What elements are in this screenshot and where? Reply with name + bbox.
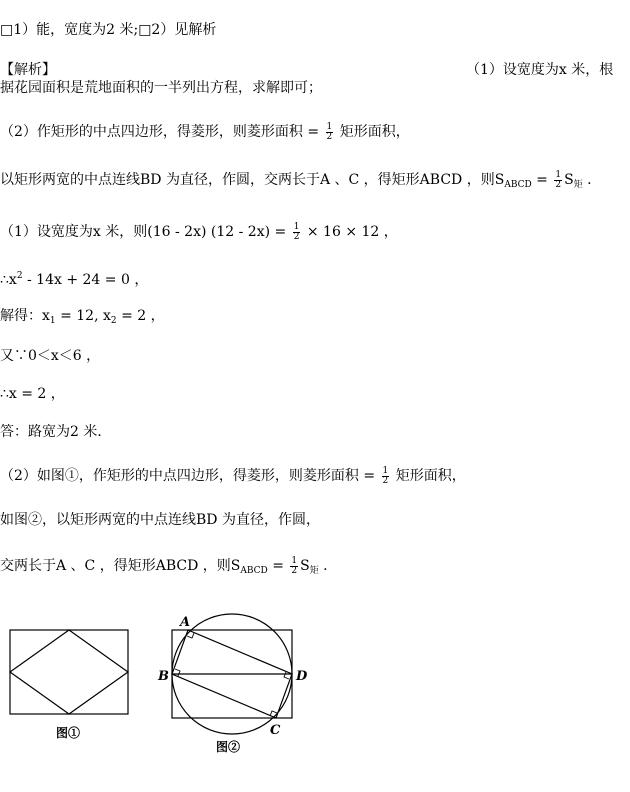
fig2-label-a: A <box>180 615 191 630</box>
solution-s9-sub: ABCD <box>240 566 268 576</box>
solution-line6: 答：路宽为2 米． <box>0 424 112 440</box>
analysis-line3 <box>0 122 410 142</box>
analysis-line4-eq: = <box>531 172 548 188</box>
solution-s3-mid: = 12, x <box>55 308 111 324</box>
answer-line: □1）能，宽度为2 米;□2）见解析 <box>0 22 217 38</box>
solution-line5: ∴x = 2 ， <box>0 386 65 402</box>
analysis-line4-pre: 以矩形两宽的中点连线BD 为直径，作圆，交两长于A 、C ，得矩形ABCD ，则S <box>0 172 505 188</box>
analysis-line2: 据花园面积是荒地面积的一半列出方程，求解即可； <box>0 80 322 96</box>
analysis-right-text: （1）设宽度为x 米，根 <box>466 62 614 78</box>
solution-line1 <box>0 222 398 242</box>
half-fraction: $\frac{1}{2}$ <box>293 221 300 242</box>
solution-line2 <box>0 266 148 290</box>
solution-line8: 如图②，以矩形两宽的中点连线BD 为直径，作圆， <box>0 512 320 528</box>
analysis-line4-sub: ABCD <box>504 180 532 190</box>
half-fraction: $\frac{1}{2}$ <box>291 555 298 576</box>
solution-s3-sub1: 1 <box>49 316 56 326</box>
solution-line3 <box>0 306 165 331</box>
fig2-caption: 图② <box>216 740 241 754</box>
solution-s2-pre: ∴x <box>0 272 17 288</box>
analysis-line4-post: S <box>564 172 574 188</box>
solution-s3-sub2: 2 <box>110 316 117 326</box>
solution-s3-post: = 2 ， <box>116 308 165 324</box>
analysis-line4-sub2: 矩 <box>573 180 583 190</box>
analysis-tag: 【解析】 <box>0 62 56 78</box>
half-fraction: $\frac{1}{2}$ <box>326 121 333 142</box>
solution-s7-post: 矩形面积， <box>395 468 466 484</box>
fig1-rhombus <box>10 630 128 714</box>
solution-s1-post: × 16 × 12 ， <box>306 224 398 240</box>
solution-s9-eq: = <box>267 558 284 574</box>
solution-s1-pre: （1）设宽度为x 米，则(16 - 2x) (12 - 2x) = <box>0 224 287 240</box>
fig2-label-b: B <box>158 669 169 684</box>
fig1-rectangle <box>10 630 128 714</box>
solution-s9-end: . <box>318 558 328 574</box>
solution-s9-post: S <box>300 558 310 574</box>
analysis-line4 <box>0 170 592 195</box>
analysis-line3-pre: （2）作矩形的中点四边形，得菱形，则菱形面积 = <box>0 124 320 140</box>
analysis-line3-post: 矩形面积， <box>339 124 410 140</box>
solution-s9-pre: 交两长于A 、C ，得矩形ABCD ，则S <box>0 558 241 574</box>
half-fraction: $\frac{1}{2}$ <box>382 465 389 486</box>
fig2-label-d: D <box>296 669 308 684</box>
solution-s2-sup: 2 <box>16 271 23 281</box>
fig1-caption: 图① <box>56 726 81 740</box>
figure-2 <box>150 610 320 760</box>
solution-line9 <box>0 556 328 581</box>
solution-line7 <box>0 466 466 486</box>
half-fraction: $\frac{1}{2}$ <box>555 169 562 190</box>
solution-line4: 又∵0＜x＜6 ， <box>0 348 101 364</box>
solution-s7-pre: （2）如图①，作矩形的中点四边形，得菱形，则菱形面积 = <box>0 468 376 484</box>
fig2-label-c: C <box>270 723 281 738</box>
solution-s9-sub2: 矩 <box>309 566 319 576</box>
solution-s3-pre: 解得：x <box>0 308 50 324</box>
figure-1 <box>0 620 140 750</box>
analysis-line4-end: . <box>582 172 592 188</box>
solution-s2-post: - 14x + 24 = 0 ， <box>22 272 149 288</box>
